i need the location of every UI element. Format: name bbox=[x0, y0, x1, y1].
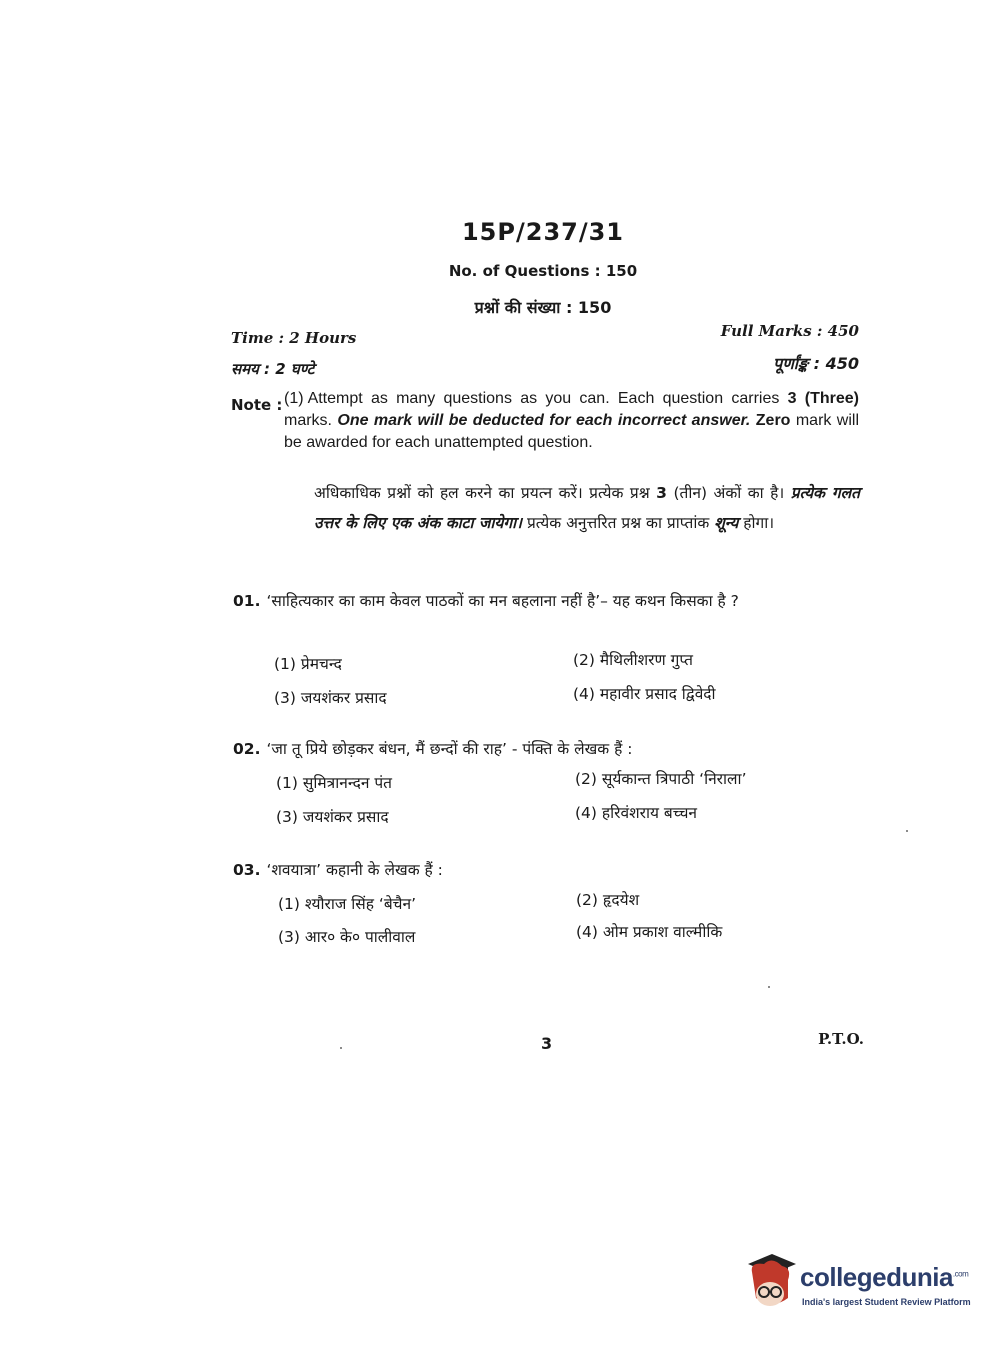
scan-speck bbox=[340, 1047, 342, 1049]
question-number: 02. bbox=[233, 740, 261, 758]
q2-option-1: (1) सुमित्रानन्दन पंत bbox=[276, 774, 393, 792]
full-marks-hi: पूर्णांङ्क : 450 bbox=[773, 354, 859, 373]
q1-option-4: (4) महावीर प्रसाद द्विवेदी bbox=[573, 685, 716, 703]
note-hi-marks: 3 bbox=[656, 484, 667, 502]
note-number: (1) bbox=[284, 390, 304, 407]
scan-speck bbox=[768, 986, 770, 988]
q3-option-1: (1) श्यौराज सिंह ‘बेचैन’ bbox=[278, 895, 417, 913]
note-en-three: (Three) bbox=[804, 390, 859, 407]
note-en-marks: 3 bbox=[787, 390, 797, 407]
q2-option-2: (2) सूर्यकान्त त्रिपाठी ‘निराला’ bbox=[575, 770, 747, 788]
question-2 bbox=[233, 734, 861, 764]
question-3 bbox=[233, 855, 861, 885]
paper-code: 15P/237/31 bbox=[461, 218, 624, 246]
note-hi-zero: शून्य bbox=[714, 514, 739, 532]
note-en-deduction: One mark will be deducted for each incorrect answer. bbox=[337, 412, 751, 429]
q3-option-4: (4) ओम प्रकाश वाल्मीकि bbox=[576, 923, 723, 941]
logo-wordmark: collegedunia$^{.com}$ bbox=[800, 1262, 969, 1292]
q1-option-1: (1) प्रेमचन्द bbox=[274, 655, 342, 673]
note-en-text-3: mark will be awarded for each unattempted question. bbox=[284, 412, 859, 451]
question-number: 01. bbox=[233, 592, 261, 610]
q2-option-3: (3) जयशंकर प्रसाद bbox=[276, 808, 389, 826]
time-hi: समय : 2 घण्टे bbox=[231, 360, 315, 378]
q1-option-2: (2) मैथिलीशरण गुप्त bbox=[573, 651, 693, 669]
note-hi-deduction: प्रत्येक गलत उत्तर के लिए एक अंक काटा जायेगा। bbox=[314, 484, 860, 532]
time-en: Time : 2 Hours bbox=[231, 329, 357, 347]
logo-suffix: .com bbox=[952, 1269, 969, 1279]
num-questions-hi: प्रश्नों की संख्या : 150 bbox=[474, 298, 612, 317]
full-marks-en: Full Marks : 450 bbox=[720, 322, 859, 340]
question-1 bbox=[233, 586, 861, 616]
note-hindi bbox=[314, 478, 860, 538]
q2-option-4: (4) हरिवंशराय बच्चन bbox=[575, 804, 698, 822]
question-text: ‘जा तू प्रिये छोड़कर बंधन, मैं छन्दों की राह’ - पंक्ति के लेखक हैं : bbox=[266, 740, 633, 758]
q3-option-3: (3) आर० के० पालीवाल bbox=[278, 928, 416, 946]
note-hi-text-3: प्रत्येक अनुत्तरित प्रश्न का प्राप्तांक bbox=[522, 514, 715, 532]
question-text: ‘साहित्यकार का काम केवल पाठकों का मन बहलाना नहीं है’– यह कथन किसका है ? bbox=[266, 592, 739, 610]
question-number: 03. bbox=[233, 861, 261, 879]
q1-option-3: (3) जयशंकर प्रसाद bbox=[274, 689, 387, 707]
note-en-text-1: Attempt as many questions as you can. Each question carries bbox=[307, 390, 788, 407]
note-hi-text-2: (तीन) अंकों का है। bbox=[666, 484, 791, 502]
note-label: Note : bbox=[231, 396, 283, 414]
num-questions-en: No. of Questions : 150 bbox=[448, 262, 638, 280]
pto-label: P.T.O. bbox=[818, 1030, 864, 1048]
note-hi-text-4: होगा। bbox=[738, 514, 775, 532]
scan-speck bbox=[906, 830, 908, 832]
note-en-zero: Zero bbox=[750, 412, 791, 429]
note-english bbox=[284, 388, 859, 454]
question-text: ‘शवयात्रा’ कहानी के लेखक हैं : bbox=[266, 861, 443, 879]
note-en-text-2: marks. bbox=[284, 412, 338, 429]
collegedunia-mascot-icon bbox=[742, 1250, 800, 1312]
q3-option-2: (2) हृदयेश bbox=[576, 891, 640, 909]
page-number: 3 bbox=[541, 1034, 553, 1053]
logo-tagline: India's largest Student Review Platform bbox=[802, 1297, 971, 1307]
note-hi-text-1: अधिकाधिक प्रश्नों को हल करने का प्रयत्न करें। प्रत्येक प्रश्न bbox=[314, 484, 657, 502]
